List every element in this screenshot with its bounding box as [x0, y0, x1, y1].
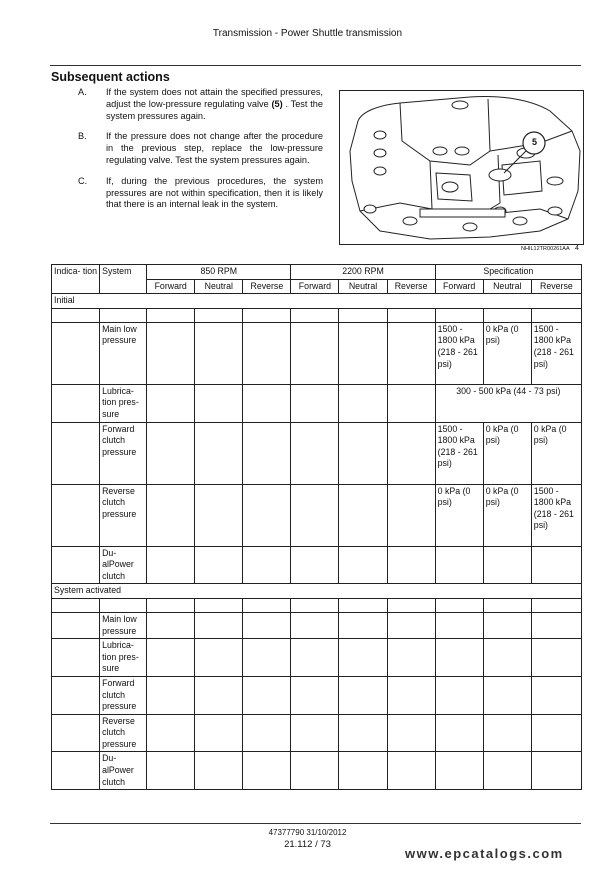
spec-forward-cell: 1500 - 1800 kPa (218 - 261 psi) [435, 422, 483, 484]
col-reverse: Reverse [531, 279, 581, 294]
system-cell: Forward clutch pressure [100, 676, 147, 714]
group-label: System activated [52, 584, 582, 599]
footer-page-number: 21.112 / 73 [284, 839, 331, 850]
header-rule [50, 65, 581, 66]
table-row [52, 484, 582, 546]
col-neutral: Neutral [195, 279, 243, 294]
table-row [52, 752, 582, 790]
table-header-row [52, 265, 582, 280]
col-forward: Forward [435, 279, 483, 294]
group-label: Initial [52, 294, 582, 309]
table-row [52, 714, 582, 752]
footer-document-id: 47377790 31/10/2012 [268, 828, 347, 837]
figure-callout: 5 [531, 137, 537, 147]
table-group-row-initial [52, 294, 582, 309]
step-b [78, 131, 323, 166]
steps-list [78, 87, 323, 220]
step-letter: B. [78, 131, 87, 142]
system-cell: Main low pressure [100, 322, 147, 384]
figure-reference-code: NHIL12TR00261AA [521, 246, 570, 252]
step-letter: A. [78, 87, 87, 97]
system-cell: Lubrica- tion pres- sure [100, 384, 147, 422]
step-text: If, during the previous procedures, the system pressures are not within specification, then it is likely that there is an internal leak in the system. [106, 175, 323, 210]
component-ref: (5) [271, 98, 283, 109]
transmission-housing-drawing [340, 91, 583, 244]
step-a [78, 87, 323, 122]
spec-neutral-cell: 0 kPa (0 psi) [483, 422, 531, 484]
col-neutral: Neutral [483, 279, 531, 294]
system-cell: Reverse clutch pressure [100, 484, 147, 546]
table-row [52, 612, 582, 638]
table-row [52, 598, 582, 612]
system-cell: Du- alPower clutch [100, 752, 147, 790]
table-row [52, 676, 582, 714]
spec-reverse-cell: 0 kPa (0 psi) [531, 422, 581, 484]
system-cell: Lubrica- tion pres- sure [100, 639, 147, 677]
table-group-row-activated [52, 584, 582, 599]
page-header-title: Transmission - Power Shuttle transmission [212, 28, 403, 39]
system-cell: Reverse clutch pressure [100, 714, 147, 752]
table-row [52, 322, 582, 384]
step-c [78, 176, 323, 211]
col-neutral: Neutral [339, 279, 387, 294]
spec-forward-cell: 1500 - 1800 kPa (218 - 261 psi) [435, 322, 483, 384]
spec-range-cell: 300 - 500 kPa (44 - 73 psi) [435, 384, 581, 422]
step-text: If the pressure does not change after the procedure in the previous step, replace the low-pressure regulating valve. Test the system pressures again. [106, 131, 323, 165]
system-cell: Forward clutch pressure [100, 422, 147, 484]
table-row [52, 546, 582, 584]
table-row [52, 422, 582, 484]
col-850rpm: 850 RPM [147, 265, 291, 280]
col-2200rpm: 2200 RPM [291, 265, 435, 280]
col-forward: Forward [291, 279, 339, 294]
watermark: www.epcatalogs.com [405, 846, 564, 861]
col-system: System [100, 265, 147, 294]
table-row [52, 639, 582, 677]
col-forward: Forward [147, 279, 195, 294]
col-specification: Specification [435, 265, 581, 280]
col-reverse: Reverse [387, 279, 435, 294]
spec-reverse-cell: 1500 - 1800 kPa (218 - 261 psi) [531, 484, 581, 546]
spec-forward-cell: 0 kPa (0 psi) [435, 484, 483, 546]
valve-illustration [339, 90, 584, 245]
step-letter: C. [78, 175, 88, 186]
pressure-spec-table [51, 264, 582, 790]
table-row [52, 308, 582, 322]
footer-rule [50, 823, 581, 824]
figure-number: 4 [575, 245, 579, 252]
system-cell: Main low pressure [100, 612, 147, 638]
spec-reverse-cell: 1500 - 1800 kPa (218 - 261 psi) [531, 322, 581, 384]
step-text: If the system does not attain the specified pressures, adjust the low-pressure regulating valve (5) . Test the system pressures again. [106, 87, 323, 121]
table-row [52, 384, 582, 422]
spec-neutral-cell: 0 kPa (0 psi) [483, 322, 531, 384]
col-reverse: Reverse [243, 279, 291, 294]
spec-neutral-cell: 0 kPa (0 psi) [483, 484, 531, 546]
section-heading: Subsequent actions [51, 70, 170, 84]
col-indication: Indica- tion [52, 265, 100, 294]
system-cell: Du- alPower clutch [100, 546, 147, 584]
